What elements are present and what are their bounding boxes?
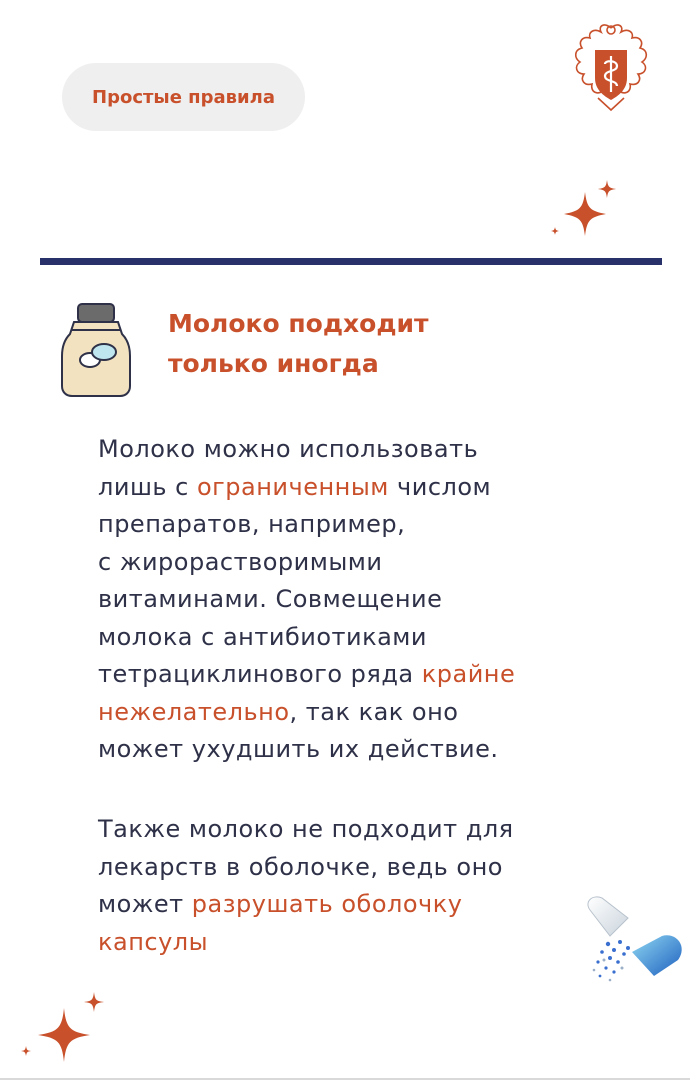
p1-line-7 <box>98 656 638 694</box>
p2-line-4: капсулы <box>98 927 209 956</box>
category-tag-label: Простые правила <box>92 86 275 108</box>
heading-line-2: только иногда <box>168 349 379 378</box>
sparkle-icon <box>550 178 620 248</box>
p1-line-9: может ухудшить их действие. <box>98 735 499 763</box>
p2-line-3 <box>98 886 638 924</box>
p1-line-2 <box>98 469 638 507</box>
paragraph-2 <box>98 811 638 961</box>
p1-line-8 <box>98 694 638 732</box>
p1-line-8-tail: , так как оно <box>289 697 459 726</box>
ministry-emblem-icon <box>568 20 654 116</box>
p1-line-6: молока с антибиотиками <box>98 622 428 651</box>
highlight-destroy-coating: разрушать оболочку <box>191 890 463 918</box>
highlight-limited: ограниченным <box>197 472 389 501</box>
highlight-undesirable: нежелательно <box>98 697 290 726</box>
section-divider <box>40 258 662 265</box>
section-heading <box>168 304 568 384</box>
p1-line-5: витаминами. Совмещение <box>98 585 443 613</box>
paragraph-1 <box>98 431 638 769</box>
p1-line-4: с жирорастворимыми <box>98 547 383 576</box>
milk-jar-icon <box>56 300 136 400</box>
p2-line-3-text: может <box>98 890 192 918</box>
p1-line-2-tail: числом <box>388 472 492 501</box>
p1-line-7-text: тетрациклинового ряда <box>98 660 422 688</box>
capsule-icon <box>580 892 690 1002</box>
sparkle-icon <box>18 990 108 1075</box>
p2-line-1: Также молоко не подходит для <box>98 815 514 843</box>
p1-line-2-text: лишь с <box>98 472 197 501</box>
category-tag <box>62 63 305 131</box>
p2-line-2: лекарств в оболочке, ведь оно <box>98 852 503 881</box>
highlight-extremely: крайне <box>421 660 516 688</box>
heading-line-1: Молоко подходит <box>168 309 429 338</box>
p1-line-3: препаратов, например, <box>98 510 406 538</box>
p1-line-1: Молоко можно использовать <box>98 435 479 463</box>
